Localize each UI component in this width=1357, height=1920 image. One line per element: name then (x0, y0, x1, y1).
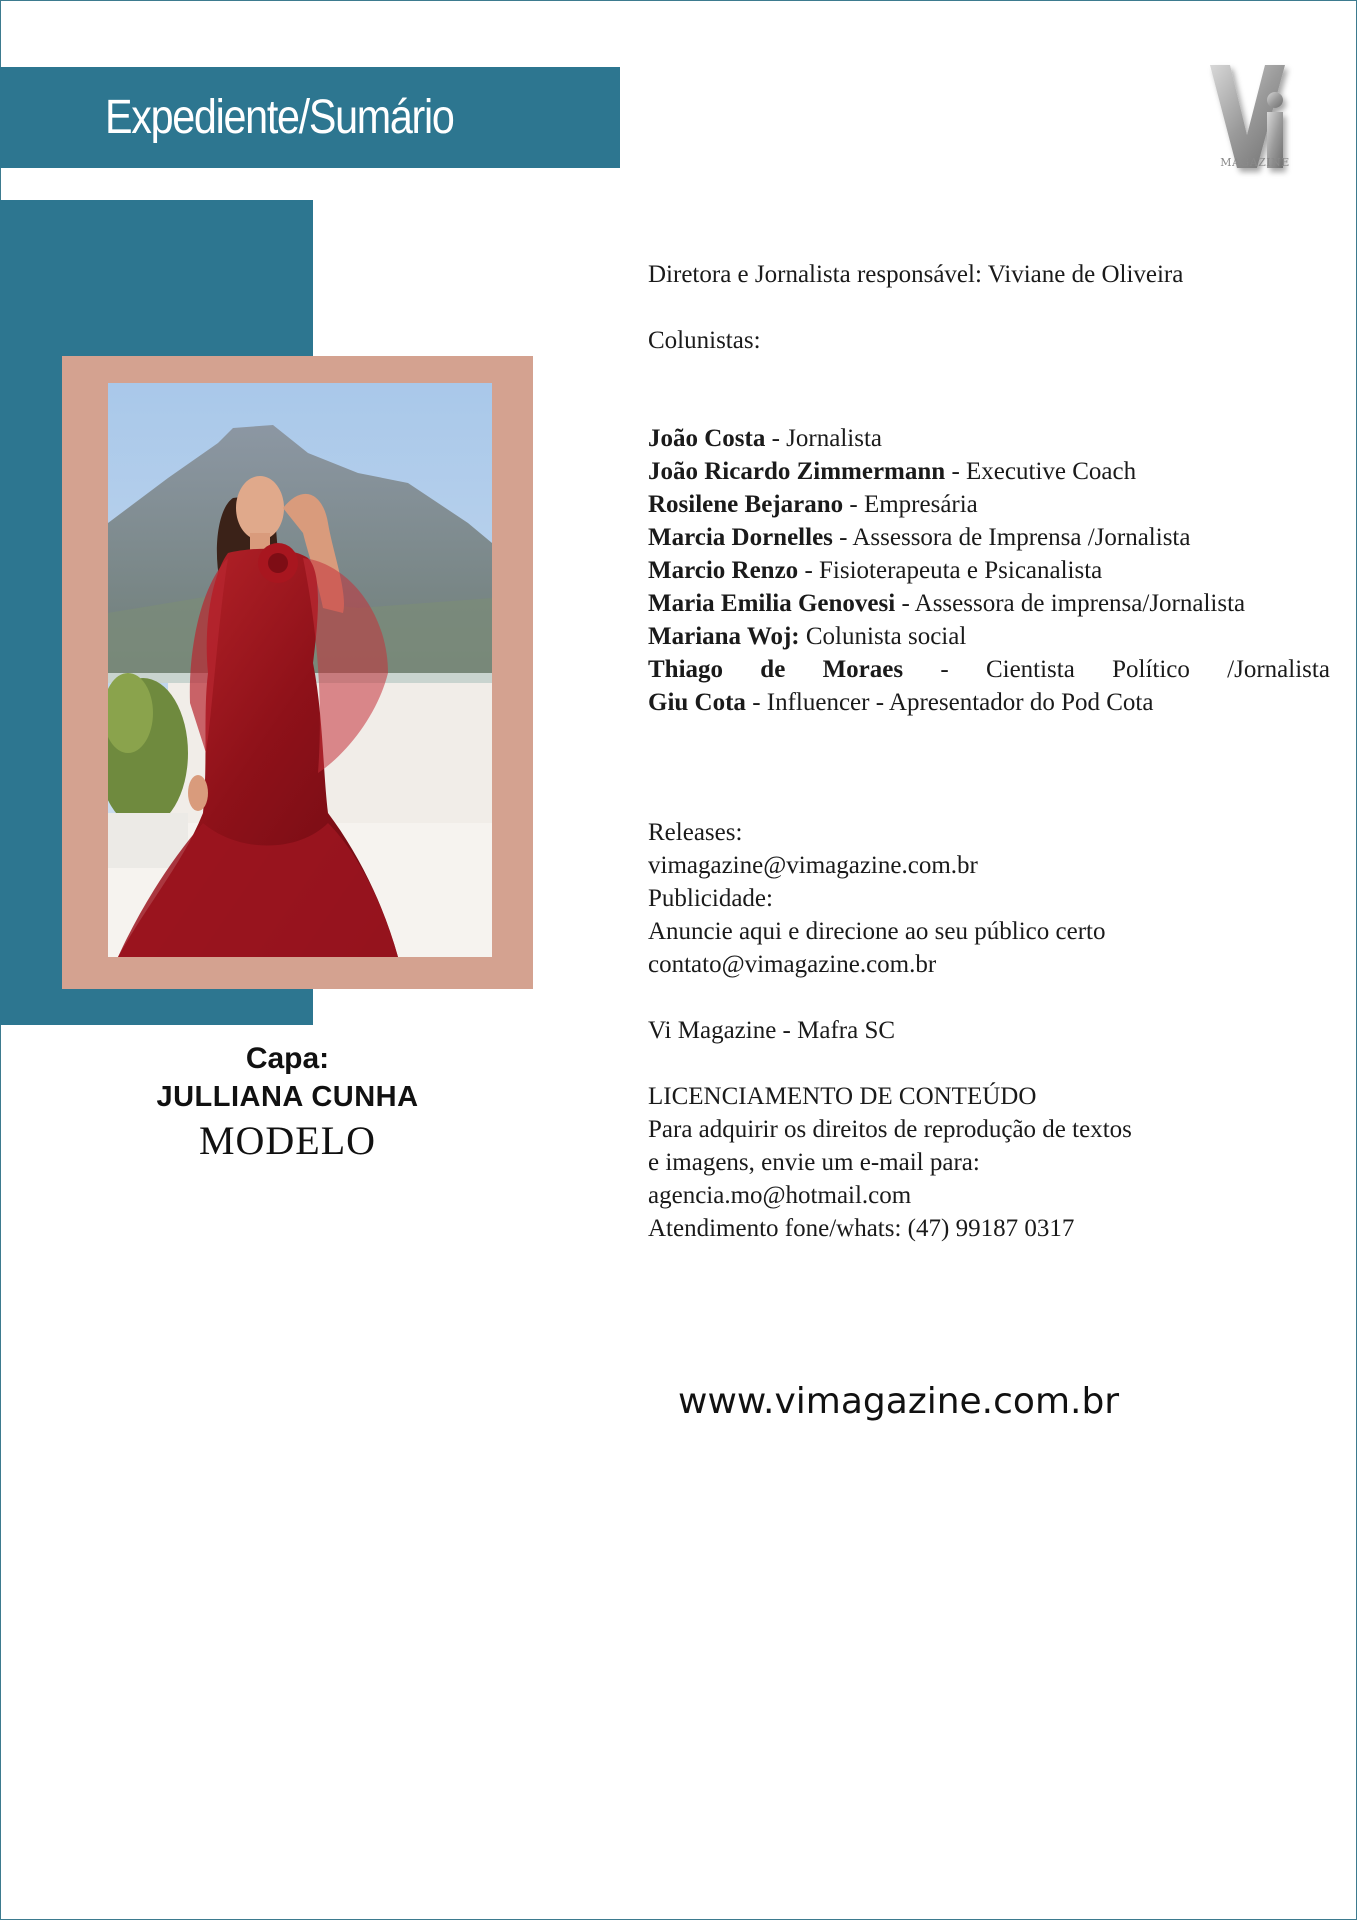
website-link[interactable]: www.vimagazine.com.br (678, 1381, 1120, 1422)
cover-model-role: MODELO (198, 1118, 377, 1163)
ads-text: Anuncie aqui e direcione ao seu público certo (648, 918, 1106, 945)
cover-photo-image (108, 383, 492, 957)
licensing-email[interactable]: agencia.mo@hotmail.com (648, 1182, 912, 1209)
columnist-role: Colunista social (799, 623, 967, 650)
licensing-line-2: e imagens, envie um e-mail para: (648, 1149, 980, 1176)
cover-label: Capa: (245, 1042, 330, 1075)
vi-magazine-logo (1205, 60, 1305, 180)
columnist-role: - Assessora de Imprensa /Jornalista (832, 524, 1191, 551)
location-block (648, 1014, 1330, 1047)
header-bar (0, 67, 620, 168)
logo-icon (1205, 60, 1305, 180)
columnist-name: Maria Emilia Genovesi (648, 590, 896, 617)
page-title: Expediente/Sumário (105, 91, 454, 144)
location-text: Vi Magazine - Mafra SC (648, 1017, 896, 1044)
columnist-role: - Fisioterapeuta e Psicanalista (798, 557, 1103, 584)
cover-photo (108, 383, 492, 957)
columnist-role: - Influencer - Apresentador do Pod Cota (745, 689, 1154, 716)
columnists-label: Colunistas: (648, 327, 761, 354)
columnist-item-justified (648, 653, 1330, 686)
columnist-name-part: Moraes (822, 656, 904, 683)
columnist-name: Rosilene Bejarano (648, 491, 844, 518)
releases-email[interactable]: vimagazine@vimagazine.com.br (648, 852, 978, 879)
columnist-item (648, 521, 1330, 554)
columnist-name: Marcia Dornelles (648, 524, 833, 551)
columnist-name: Marcio Renzo (648, 557, 799, 584)
columnist-item (648, 587, 1330, 620)
columnist-name: Giu Cota (648, 689, 746, 716)
columnist-separator: - (940, 656, 949, 683)
columnist-role: - Jornalista (765, 425, 882, 452)
columnist-name: João Costa (648, 425, 766, 452)
columnist-role-part: /Jornalista (1227, 656, 1330, 683)
columnist-item (648, 554, 1330, 587)
contact-block (648, 816, 1330, 981)
licensing-line-1: Para adquirir os direitos de reprodução de textos (648, 1116, 1132, 1143)
licensing-title: LICENCIAMENTO DE CONTEÚDO (648, 1083, 1037, 1110)
columnists-list (648, 422, 1330, 719)
releases-label: Releases: (648, 819, 743, 846)
cover-caption (0, 1040, 575, 1166)
columnist-item (648, 686, 1330, 719)
columnist-item (648, 488, 1330, 521)
columnist-name-part: Thiago (648, 656, 724, 683)
columnist-role-part: Cientista (985, 656, 1075, 683)
licensing-phone: Atendimento fone/whats: (47) 99187 0317 (648, 1215, 1075, 1242)
ads-label: Publicidade: (648, 885, 773, 912)
columnist-role: - Assessora de imprensa/Jornalista (895, 590, 1246, 617)
columnist-item (648, 455, 1330, 488)
ads-email[interactable]: contato@vimagazine.com.br (648, 951, 937, 978)
director-line (648, 258, 1330, 291)
columnists-heading (648, 324, 1330, 357)
cover-model-name: JULLIANA CUNHA (156, 1081, 419, 1113)
svg-text:MAGAZINE: MAGAZINE (1220, 156, 1290, 169)
columnist-role: - Empresária (843, 491, 978, 518)
columnist-item (648, 620, 1330, 653)
columnist-name: João Ricardo Zimmermann (648, 458, 946, 485)
columnist-name-part: de (760, 656, 786, 683)
licensing-block (648, 1080, 1330, 1245)
cover-photo-frame (62, 356, 533, 989)
columnist-item (648, 422, 1330, 455)
columnist-name: Mariana Woj: (648, 623, 800, 650)
director-text: Diretora e Jornalista responsável: Viviane de Oliveira (648, 261, 1184, 288)
columnist-role-part: Político (1112, 656, 1190, 683)
columnist-role: - Executive Coach (945, 458, 1137, 485)
